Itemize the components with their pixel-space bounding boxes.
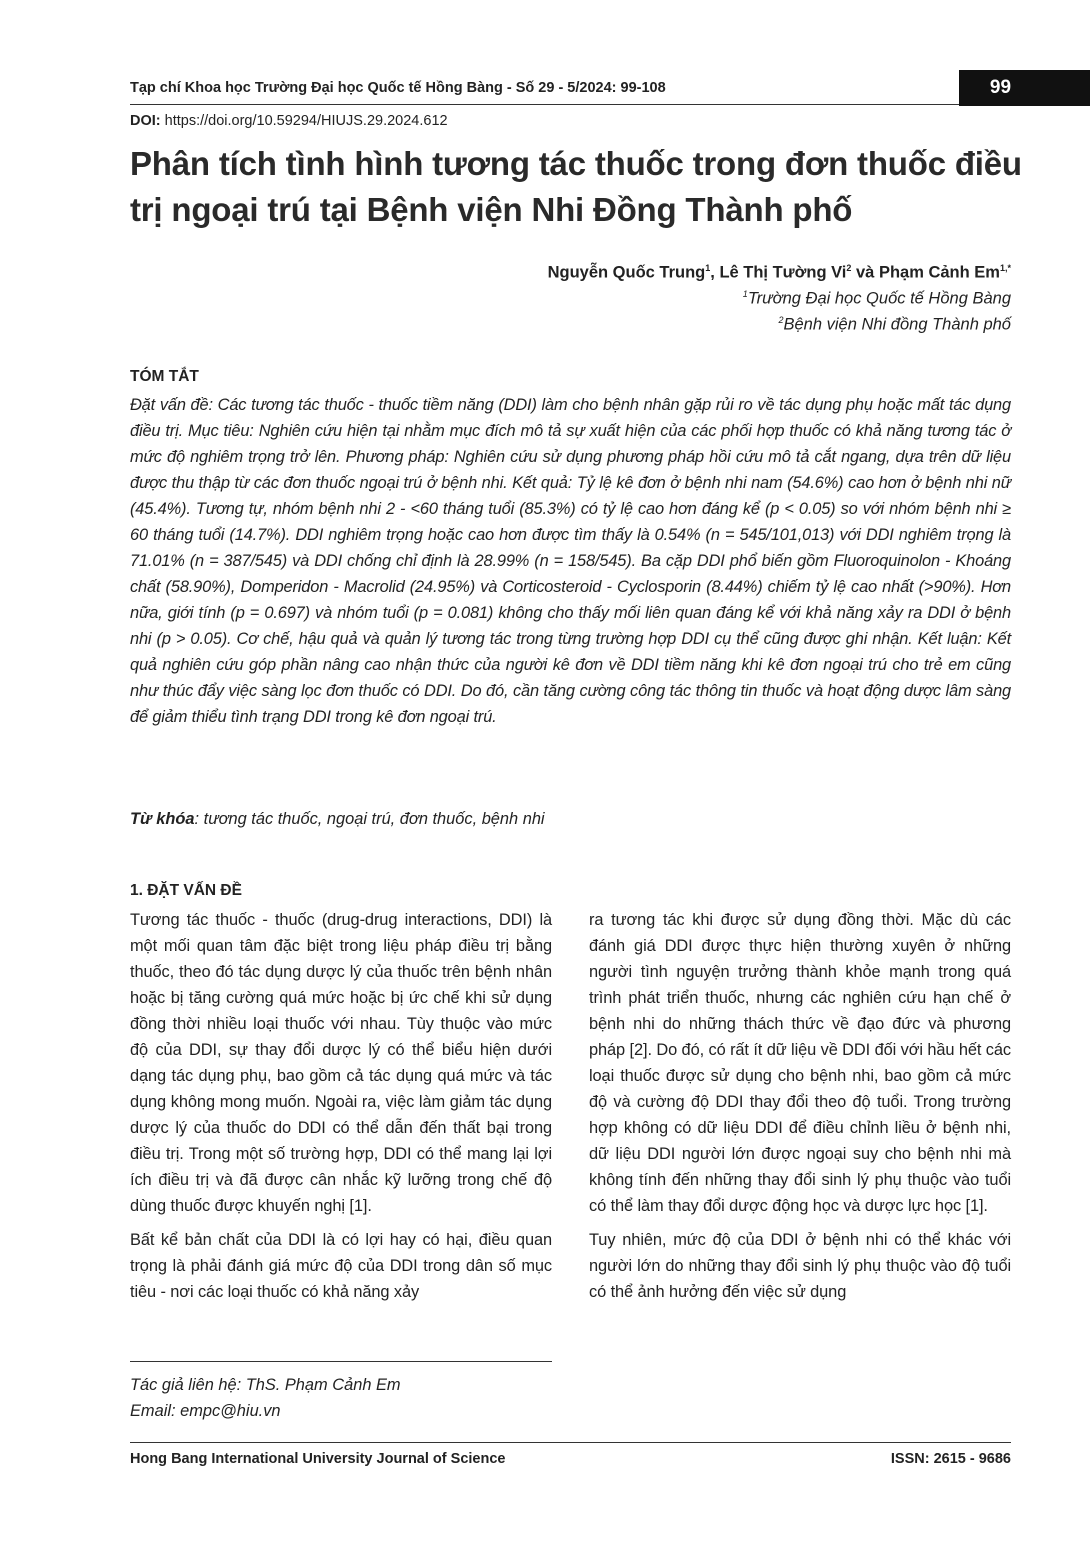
affiliation-2-text: Bệnh viện Nhi đồng Thành phố bbox=[783, 315, 1011, 334]
doi-label: DOI: bbox=[130, 113, 161, 129]
header-rule bbox=[130, 104, 959, 105]
page-number-box bbox=[959, 70, 1090, 106]
keywords-text: : tương tác thuốc, ngoại trú, đơn thuốc, bệnh nhi bbox=[194, 810, 545, 828]
author-separator: , bbox=[710, 263, 720, 282]
corresponding-author: Tác giả liên hệ: ThS. Phạm Cảnh Em bbox=[130, 1376, 401, 1394]
affiliation-1-text: Trường Đại học Quốc tế Hồng Bàng bbox=[747, 289, 1011, 308]
keywords-label: Từ khóa bbox=[130, 810, 195, 828]
author-separator: và bbox=[851, 263, 879, 282]
article-title: Phân tích tình hình tương tác thuốc trong đơn thuốc điều trị ngoại trú tại Bệnh viện Nhi Đồng Thành phố bbox=[130, 145, 1022, 228]
page-number: 99 bbox=[989, 77, 1012, 98]
corresponding-email[interactable]: Email: empc@hiu.vn bbox=[130, 1402, 281, 1420]
footer-journal: Hong Bang International University Journal of Science bbox=[130, 1451, 506, 1467]
abstract-heading: TÓM TẮT bbox=[130, 368, 199, 385]
left-column bbox=[130, 907, 552, 1313]
right-column bbox=[589, 907, 1011, 1313]
author-2: Lê Thị Tường Vi bbox=[719, 263, 847, 282]
abstract-text: Đặt vấn đề: Các tương tác thuốc - thuốc tiềm năng (DDI) làm cho bệnh nhân gặp rủi ro về tác dụng phụ hoặc mất tác dụng điều trị. Mục tiêu: Nghiên cứu hiện tại nhằm mục đích mô tả sự xuất hiện của các phối hợp thuốc có khả năng tương tác ở mức độ nghiêm trọng trở lên. Phương pháp: Nghiên cứu sử dụng phương pháp hồi cứu mô tả cắt ngang, dựa trên dữ liệu được thu thập từ các đơn thuốc ngoại trú ở bệnh nhi. Kết quả: Tỷ lệ kê đơn ở bệnh nhi nam (54.6%) cao hơn ở bệnh nhi nữ (45.4%). Tương tự, nhóm bệnh nhi 2 - <60 tháng tuổi (85.3%) có tỷ lệ cao hơn đáng kể (p < 0.05) so với nhóm bệnh nhi ≥ 60 tháng tuổi (14.7%). DDI nghiêm trọng hoặc cao hơn được tìm thấy là 0.54% (n = 545/101,013) với DDI nghiêm trọng là 71.01% (n = 387/545) và DDI chống chỉ định là 28.99% (n = 158/545). Ba cặp DDI phổ biến gồm Fluoroquinolon - Khoáng chất (58.90%), Domperidon - Macrolid (24.95%) và Corticosteroid - Cyclosporin (8.44%) chiếm tỷ lệ cao nhất (>90%). Hơn nữa, giới tính (p = 0.697) và nhóm tuổi (p = 0.081) không cho thấy mối liên quan đáng kể với khả năng xảy ra DDI ở bệnh nhi (p > 0.05). Cơ chế, hậu quả và quản lý tương tác trong từng trường hợp DDI cụ thể cũng được ghi nhận. Kết luận: Kết quả nghiên cứu góp phần nâng cao nhận thức của người kê đơn về DDI tiềm năng khi kê đơn ngoại trú cho trẻ em cũng như thúc đẩy việc sàng lọc đơn thuốc có DDI. Do đó, cần tăng cường công tác thông tin thuốc và hoạt động dược lâm sàng để giảm thiểu tình trạng DDI trong kê đơn ngoại trú. bbox=[130, 396, 1011, 726]
affiliation-2-mark: 2 bbox=[778, 315, 784, 325]
affiliation-2 bbox=[778, 315, 1011, 335]
section-heading: 1. ĐẶT VẤN ĐỀ bbox=[130, 882, 242, 899]
footer-issn: ISSN: 2615 - 9686 bbox=[890, 1451, 1011, 1467]
body-paragraph: ra tương tác khi được sử dụng đồng thời. Mặc dù các đánh giá DDI được thực hiện thường xuyên ở những người tình nguyện trưởng thành khỏe mạnh trong quá trình phát triển thuốc, nhưng các nghiên cứu hạn chế ở bệnh nhi do những thách thức về đạo đức và phương pháp [2]. Do đó, có rất ít dữ liệu về DDI đối với hầu hết các loại thuốc được sử dụng cho bệnh nhi, bao gồm cả mức độ và cường độ DDI thay đổi theo độ tuổi. Trong trường hợp không có dữ liệu DDI để điều chỉnh liều ở bệnh nhi, dữ liệu DDI người lớn được ngoại suy cho bệnh nhi mà không tính đến những thay đổi sinh lý phụ thuộc vào tuổi có thể làm thay đổi dược động học và dược lực học [1]. bbox=[589, 911, 1011, 1215]
journal-header: Tạp chí Khoa học Trường Đại học Quốc tế Hồng Bàng - Số 29 - 5/2024: 99-108 bbox=[130, 80, 666, 96]
footer-rule bbox=[130, 1442, 1011, 1443]
doi-line bbox=[130, 113, 448, 129]
author-1: Nguyễn Quốc Trung bbox=[547, 263, 706, 282]
body-paragraph: Tương tác thuốc - thuốc (drug-drug interactions, DDI) là một mối quan tâm đặc biệt trong liệu pháp điều trị bằng thuốc, theo đó tác dụng dược lý của thuốc trên bệnh nhân hoặc bị tăng cường quá mức hoặc bị ức chế khi sử dụng đồng thời nhiều loại thuốc với nhau. Tùy thuộc vào mức độ của DDI, sự thay đổi dược lý có thể biểu hiện dưới dạng tác dụng phụ, bao gồm cả tác dụng quá mức và tác dụng không mong muốn. Ngoài ra, việc làm giảm tác dụng dược lý của thuốc do DDI có thể dẫn đến thất bại trong điều trị. Trong một số trường hợp, DDI có thể mang lại lợi ích điều trị và đã được cân nhắc kỹ lưỡng trong chế độ dùng thuốc được khuyến nghị [1]. bbox=[130, 911, 552, 1215]
author-3-affil: 1,* bbox=[999, 263, 1011, 273]
author-list bbox=[548, 263, 1011, 283]
body-paragraph: Tuy nhiên, mức độ của DDI ở bệnh nhi có thể khác với người lớn do những thay đổi sinh lý phụ thuộc vào độ tuổi có thể ảnh hưởng đến việc sử dụng bbox=[589, 1231, 1011, 1301]
body-paragraph: Bất kể bản chất của DDI là có lợi hay có hại, điều quan trọng là phải đánh giá mức độ của DDI trong dân số mục tiêu - nơi các loại thuốc có khả năng xảy bbox=[130, 1231, 552, 1301]
author-1-affil: 1 bbox=[705, 263, 711, 273]
affiliation-1-mark: 1 bbox=[742, 289, 748, 299]
author-2-affil: 2 bbox=[846, 263, 852, 273]
keywords-line bbox=[130, 810, 545, 829]
author-3: Phạm Cảnh Em bbox=[878, 263, 1000, 282]
affiliation-1 bbox=[743, 289, 1011, 309]
doi-link[interactable]: https://doi.org/10.59294/HIUJS.29.2024.612 bbox=[160, 113, 448, 129]
footnote-rule bbox=[130, 1361, 552, 1362]
